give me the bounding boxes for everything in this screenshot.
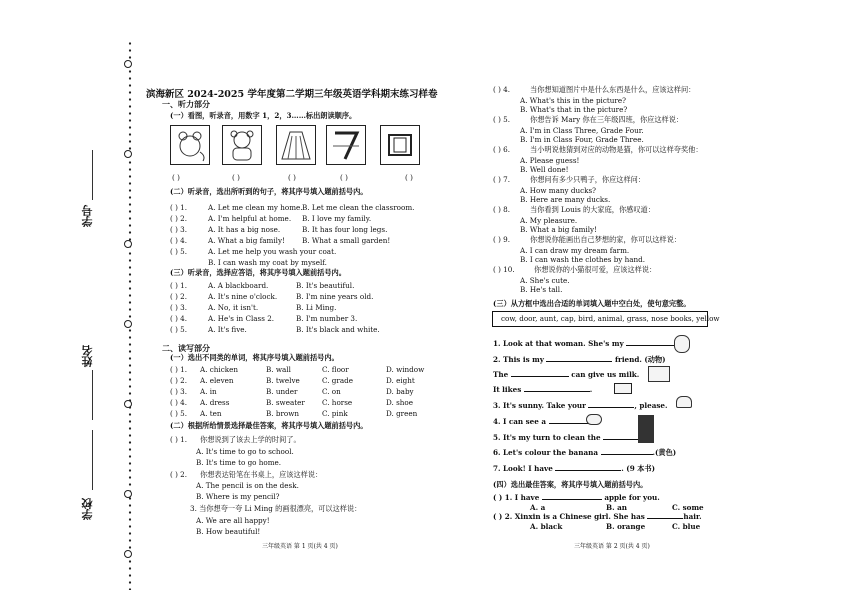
cow-icon [648, 366, 670, 382]
odd-q5-b: B. brown [266, 409, 299, 418]
section-listening-heading: 一、听力部分 [162, 99, 210, 109]
fill-q2c-blank[interactable] [524, 391, 590, 392]
situation-q4-number[interactable]: ( ) 4. [493, 85, 511, 94]
best-q2-text: ( ) 2. Xinxin is a Chinese girl. She has hair. [493, 512, 702, 521]
best-q1-a: A. a [530, 503, 546, 512]
fill-q3-text: 3. It's sunny. Take your , please. [493, 401, 668, 410]
fill-q3-blank[interactable] [588, 407, 634, 408]
situation-q6-number[interactable]: ( ) 6. [493, 145, 511, 154]
fill-q6-blank[interactable] [601, 454, 653, 455]
odd-q2-number[interactable]: ( ) 2. [170, 376, 188, 385]
odd-q2-b: B. twelve [266, 376, 300, 385]
response-q2-option-a: A. It's nine o'clock. [208, 292, 278, 301]
binding-dotted-line [127, 40, 133, 590]
response-q4-option-b: B. I'm number 3. [296, 314, 358, 323]
student-id-label: 学号 [81, 205, 94, 227]
odd-q5-a: A. ten [200, 409, 222, 418]
listen-q1-option-b: B. Let me clean the classroom. [302, 203, 415, 212]
word-bank-box [492, 311, 720, 327]
listen-q2-option-a: A. I'm helpful at home. [208, 214, 292, 223]
situation-q2-number[interactable]: ( ) 2. [170, 470, 188, 479]
best-q1-blank[interactable] [542, 499, 602, 500]
bird-icon [586, 414, 602, 425]
response-q4-number[interactable]: ( ) 4. [170, 314, 188, 323]
situation-q2-prompt: 你想表达铅笔在书桌上，应该这样说： [200, 470, 323, 479]
order-blank-3[interactable]: ( ) [288, 173, 296, 182]
response-q1-option-a: A. A blackboard. [208, 281, 269, 290]
name-line [92, 370, 93, 420]
best-q2-c: C. blue [672, 522, 701, 531]
listen-q4-number[interactable]: ( ) 4. [170, 236, 188, 245]
situation-q2-a: A. The pencil is on the desk. [196, 481, 299, 490]
situation-q9-b: B. I can wash the clothes by hand. [520, 255, 646, 264]
situation-q6-b: B. Well done! [520, 165, 569, 174]
best-q2-a: A. black [530, 522, 563, 531]
school-label: 学校 [81, 498, 94, 520]
situation-q3-a: A. We are all happy! [196, 516, 270, 525]
situation-q5-a: A. I'm in Class Three, Grade Four. [520, 126, 644, 135]
response-q1-option-b: B. It's beautiful. [296, 281, 355, 290]
grass-icon [614, 383, 632, 394]
woman-figure-icon [674, 335, 690, 353]
listen-q2-option-b: B. I love my family. [302, 214, 372, 223]
listen-q2-number[interactable]: ( ) 2. [170, 214, 188, 223]
situation-q10-a: A. She's cute. [520, 276, 570, 285]
listen-q4-option-b: B. What a small garden! [302, 236, 391, 245]
odd-q3-number[interactable]: ( ) 3. [170, 387, 188, 396]
situation-q8-a: A. My pleasure. [520, 216, 578, 225]
part2-instruction: (二）听录音，选出所听到的句子，将其序号填入题前括号内。 [170, 187, 368, 196]
odd-one-out-instruction: (一）选出不同类的单词，将其序号填入题前括号内。 [170, 353, 339, 362]
odd-q3-c: C. on [322, 387, 341, 396]
listen-q5-number[interactable]: ( ) 5. [170, 247, 188, 256]
odd-q4-b: B. sweater [266, 398, 305, 407]
binding-hole [124, 490, 132, 498]
response-q5-option-a: A. It's five. [208, 325, 247, 334]
binding-hole [124, 150, 132, 158]
listen-q3-option-b: B. It has four long legs. [302, 225, 388, 234]
situation-q4-a: A. What's this in the picture? [520, 96, 626, 105]
odd-q2-d: D. eight [386, 376, 415, 385]
situation-q1-a: A. It's time to go to school. [196, 447, 294, 456]
situation-q10-number[interactable]: ( ) 10. [493, 265, 515, 274]
name-label: 姓名 [81, 345, 94, 367]
listen-q5-option-b: B. I can wash my coat by myself. [208, 258, 327, 267]
response-q5-number[interactable]: ( ) 5. [170, 325, 188, 334]
situation-q10-prompt: 你想说你的小猫很可爱，应该这样说： [534, 265, 657, 274]
situation-q1-prompt: 你想说到了该去上学的时间了。 [200, 435, 301, 444]
cap-icon [676, 396, 692, 408]
picture-door [380, 125, 420, 165]
listen-q1-number[interactable]: ( ) 1. [170, 203, 188, 212]
situation-q7-prompt: 你想问有多少只鸭子，你应这样问： [530, 175, 646, 184]
odd-q3-a: A. in [200, 387, 217, 396]
situation-q3-b: B. How beautiful! [196, 527, 261, 536]
best-q2-blank[interactable] [647, 518, 683, 519]
best-q1-b: B. an [606, 503, 627, 512]
situation-q2-b: B. Where is my pencil? [196, 492, 280, 501]
odd-q4-a: A. dress [200, 398, 230, 407]
footer-page-2: 三年级英语 第 2 页(共 4 页) [574, 543, 650, 550]
door-icon [638, 415, 654, 443]
response-q3-option-b: B. Li Ming. [296, 303, 337, 312]
situation-instruction: (二）根据所给情景选择最佳答案，将其序号填入题前括号内。 [170, 421, 368, 430]
fill-q6-text: 6. Let's colour the banana .(黄色) [493, 448, 677, 457]
footer-page-1: 三年级英语 第 1 页(共 4 页) [262, 543, 338, 550]
student-id-line [92, 150, 93, 200]
listen-q3-option-a: A. It has a big nose. [208, 225, 281, 234]
fill-q5-text: 5. It's my turn to clean the [493, 434, 652, 442]
situation-q8-prompt: 当你看到 Louis 的大家庭，你感叹道： [530, 205, 655, 214]
situation-q3-prompt: 3. 当你想夸一夸 Li Ming 的画很漂亮，可以这样说： [190, 504, 362, 513]
binding-hole [124, 400, 132, 408]
odd-q5-d: D. green [386, 409, 418, 418]
response-q2-number[interactable]: ( ) 2. [170, 292, 188, 301]
school-line [92, 430, 93, 490]
listen-q5-option-a: A. Let me help you wash your coat. [208, 247, 337, 256]
odd-q1-d: D. window [386, 365, 425, 374]
situation-q6-a: A. Please guess! [520, 156, 580, 165]
odd-q1-number[interactable]: ( ) 1. [170, 365, 188, 374]
odd-q3-d: D. baby [386, 387, 414, 396]
situation-q5-prompt: 你想告诉 Mary 你在三年级四班，你应这样说： [530, 115, 684, 124]
picture-skirt [276, 125, 316, 165]
situation-q8-number[interactable]: ( ) 8. [493, 205, 511, 214]
odd-q5-number[interactable]: ( ) 5. [170, 409, 188, 418]
odd-q3-b: B. under [266, 387, 298, 396]
response-q4-option-a: A. He's in Class 2. [208, 314, 275, 323]
response-q3-option-a: A. No, it isn't. [208, 303, 259, 312]
odd-q2-c: C. grade [322, 376, 353, 385]
fill-q2c-text: It likes . [493, 385, 593, 394]
situation-q1-number[interactable]: ( ) 1. [170, 435, 188, 444]
fill-q2-blank[interactable] [546, 361, 612, 362]
situation-q1-b: B. It's time to go home. [196, 458, 282, 467]
picture-number-seven [326, 125, 366, 165]
situation-q7-b: B. Here are many ducks. [520, 195, 611, 204]
fill-q4-text: 4. I can see a [493, 418, 597, 426]
fill-q2b-text: The can give us milk. [493, 370, 640, 379]
word-bank-instruction: (三）从方框中选出合适的单词填入题中空白处，使句意完整。 [493, 299, 691, 308]
listen-q3-number[interactable]: ( ) 3. [170, 225, 188, 234]
binding-hole [124, 240, 132, 248]
response-q5-option-b: B. It's black and white. [296, 325, 380, 334]
situation-q8-b: B. What a big family! [520, 225, 597, 234]
section-reading-writing-heading: 二、读写部分 [162, 343, 210, 353]
response-q2-option-b: B. I'm nine years old. [296, 292, 374, 301]
odd-q1-a: A. chicken [200, 365, 238, 374]
situation-q7-number[interactable]: ( ) 7. [493, 175, 511, 184]
best-q1-text: ( ) 1. I have apple for you. [493, 493, 660, 502]
situation-q6-prompt: 当小明说他猜到对应的动物是猫，你可以这样夸奖他： [530, 145, 703, 154]
response-q3-number[interactable]: ( ) 3. [170, 303, 188, 312]
situation-q9-a: A. I can draw my dream farm. [520, 246, 630, 255]
listen-q1-option-a: A. Let me clean my home. [208, 203, 303, 212]
binding-hole [124, 320, 132, 328]
binding-hole [124, 550, 132, 558]
odd-q4-number[interactable]: ( ) 4. [170, 398, 188, 407]
situation-q9-number[interactable]: ( ) 9. [493, 235, 511, 244]
fill-q2-text: 2. This is my friend. (动物) [493, 355, 666, 364]
best-q1-c: C. some [672, 503, 704, 512]
odd-q4-d: D. shoe [386, 398, 413, 407]
picture-mouse [170, 125, 210, 165]
word-bank-words: cow, door, aunt, cap, bird, animal, grass, nose books, yellow [501, 314, 720, 323]
odd-q1-c: C. floor [322, 365, 349, 374]
listen-q4-option-a: A. What a big family! [208, 236, 285, 245]
odd-q1-b: B. wall [266, 365, 291, 374]
situation-q9-prompt: 你想说你能画出自己梦想的家，你可以这样说： [530, 235, 681, 244]
fill-q2b-blank[interactable] [511, 376, 569, 377]
situation-q4-b: B. What's that in the picture? [520, 105, 628, 114]
odd-q5-c: C. pink [322, 409, 348, 418]
part1-instruction: (一）看图，听录音，用数字 1，2，3……标出朗读顺序。 [170, 111, 357, 120]
best-answer-instruction: (四）选出最佳答案，将其序号填入题前括号内。 [493, 480, 648, 489]
exam-title: 滨海新区 2024-2025 学年度第二学期三年级英语学科期末练习样卷 [146, 89, 438, 100]
order-blank-5[interactable]: ( ) [405, 173, 413, 182]
order-blank-1[interactable]: ( ) [172, 173, 180, 182]
fill-q7-blank[interactable] [555, 470, 621, 471]
best-q2-b: B. orange [606, 522, 646, 531]
order-blank-2[interactable]: ( ) [232, 173, 240, 182]
response-q1-number[interactable]: ( ) 1. [170, 281, 188, 290]
odd-q4-c: C. horse [322, 398, 353, 407]
part3-instruction: (三）听录音，选择应答语，将其序号填入题前括号内。 [170, 268, 346, 277]
situation-q5-b: B. I'm in Class Four, Grade Three. [520, 135, 644, 144]
odd-q2-a: A. eleven [200, 376, 234, 385]
situation-q7-a: A. How many ducks? [520, 186, 597, 195]
situation-q10-b: B. He's tall. [520, 285, 563, 294]
situation-q5-number[interactable]: ( ) 5. [493, 115, 511, 124]
situation-q4-prompt: 当你想知道图片中是什么东西是什么，应该这样问： [530, 85, 696, 94]
fill-q7-text: 7. Look! I have . (9 本书) [493, 464, 655, 473]
fill-q1-text: 1. Look at that woman. She's my [493, 340, 689, 348]
binding-hole [124, 60, 132, 68]
order-blank-4[interactable]: ( ) [340, 173, 348, 182]
picture-bear [222, 125, 262, 165]
